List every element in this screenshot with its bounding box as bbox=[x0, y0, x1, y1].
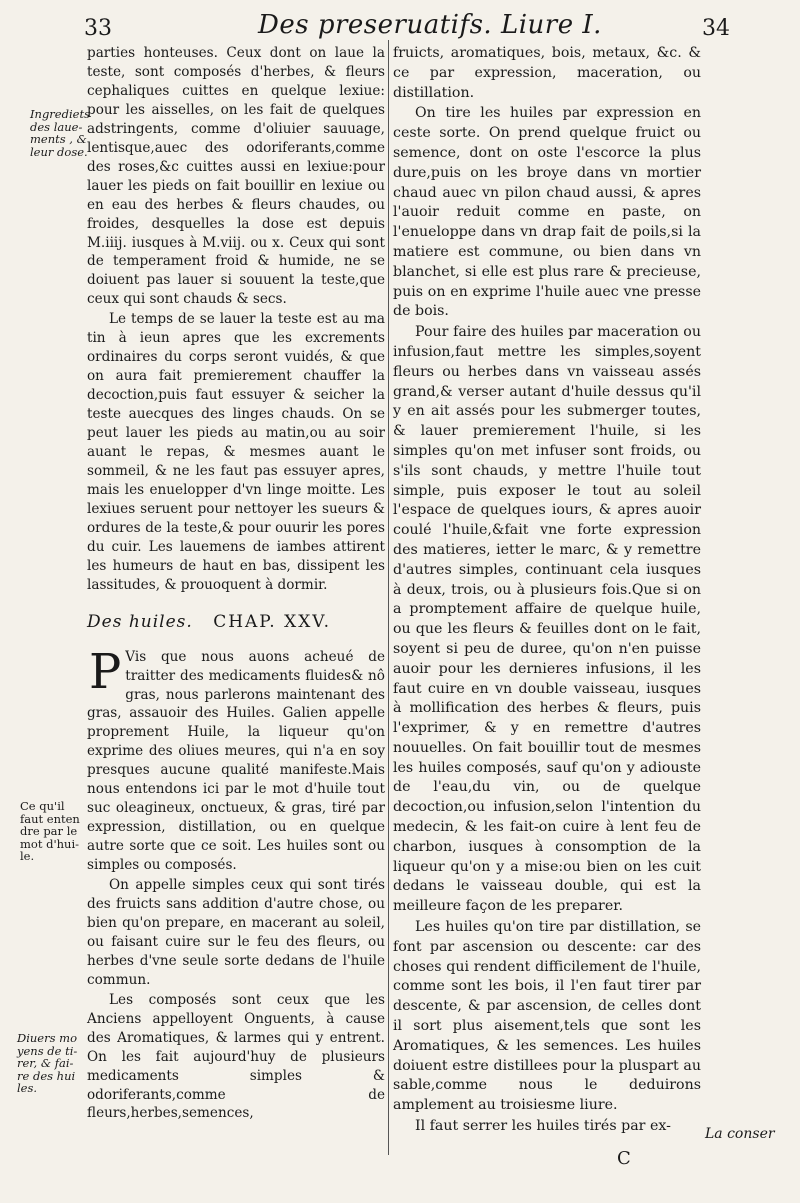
chapter-title: Des huiles. bbox=[87, 611, 193, 632]
right-column bbox=[393, 44, 701, 1138]
paragraph: P Vis que nous auons acheué de traitter des medicaments fluides& nô gras, nous parlerons maintenant des gras, assauoir des Huiles. Galien appelle proprement Huile, la liqueur qu'on exprime des oliues meures, qui n'a en soy presques aucune qualité manifeste.Mais nous entendons ici par le mot d'huile tout suc oleagineux, onctueux, & gras, tiré par expression, distillation, ou en quelque autre sorte que ce soit. Les huiles sont ou simples ou composés. bbox=[87, 643, 385, 874]
margin-note-right: La conser bbox=[705, 1126, 775, 1142]
paragraph: Les composés sont ceux que les Anciens appelloyent Onguents, à cause des Aromatiques, & larmes qui y entrent. On les fait aujourd'huy de plusieurs medicaments simples & odoriferants,comme de fleurs,herbes,semences, bbox=[87, 991, 385, 1122]
paragraph: Le temps de se lauer la teste est au ma tin à ieun apres que les excrements ordinaires du corps seront vuidés, & que on aura fait premierement chauffer la decoction,puis faut essuyer & seicher la teste auecques des linges chauds. On se peut lauer les pieds au matin,ou au soir auant le repas, & mesmes auant le sommeil, & ne les faut pas essuyer apres, mais les enuelopper d'vn linge moitte. Les lexiues seruent pour nettoyer les sueurs & ordures de la teste,& pour ouurir les pores du cuir. Les lauemens de iambes attirent les humeurs de haut en bas, dissipent les lassitudes, & prouoquent à dormir. bbox=[87, 311, 385, 593]
margin-note-ingredients: Ingrediets des laue- ments , & leur dose. bbox=[30, 107, 90, 159]
running-title: Des preseruatifs. Liure I. bbox=[258, 10, 602, 40]
margin-note-oil-definition: Ce qu'il faut enten dre par le mot d'hui- le. bbox=[20, 799, 80, 863]
catchword: C bbox=[617, 1148, 631, 1169]
paragraph: On appelle simples ceux qui sont tirés des fruicts sans addition d'autre chose, ou bien qu'on prepare, en macerant au soleil, ou faisant cuire sur le feu des fleurs, ou herbes d'vne seule sorte dedans de l'huile commun. bbox=[87, 877, 385, 988]
column-divider bbox=[388, 40, 389, 1155]
paragraph: Pour faire des huiles par maceration ou infusion,faut mettre les simples,soyent fleurs ou herbes dans vn vaisseau assés grand,& verser autant d'huile dessus qu'il y en ait assés pour les submerger toutes, & lauer premierement l'huile, si les simples qu'on met infuser sont froids, ou s'ils sont chauds, y mettre l'huile tout simple, puis exposer le tout au soleil l'espace de quelques iours, & apres auoir coulé l'huile,&fait vne forte expression des matieres, ietter le marc, & y remettre d'autres simples, continuant cela iusques à deux, trois, ou à plusieurs fois.Que si on a promptement affaire de quelque huile, ou que les fleurs & feuilles dont on le fait, soyent si peu de duree, qu'on n'en puisse auoir pour les dernieres infusions, il les faut cuire en vn double vaisseau, iusques à mollification des herbes & fleurs, puis l'exprimer, & y en remettre d'autres nouuelles. On fait bouillir tout de mesmes les huiles composés, sauf qu'on y adiouste de l'eau,du vin, ou de quelque decoction,ou infusion,selon l'intention du medecin, & les fait-on cuire à lent feu de charbon, iusques à consomption de la liqueur qu'on y a mise:ou bien on les cuit dedans le vaisseau double, qui est la meilleure façon de les preparer. bbox=[393, 324, 701, 915]
margin-note-methods: Diuers mo yens de ti- rer, & fai- re des hui les. bbox=[17, 1031, 78, 1095]
paragraph: Il faut serrer les huiles tirés par ex- bbox=[415, 1118, 671, 1135]
chapter-heading bbox=[87, 613, 385, 632]
paragraph: fruicts, aromatiques, bois, metaux, &c. & ce par expression, maceration, ou distillation. bbox=[393, 45, 701, 101]
page-number-right: 34 bbox=[702, 16, 730, 41]
paragraph: Les huiles qu'on tire par distillation, se font par ascension ou descente: car des choses qui rendent difficilement de l'huile, comme sont les bois, il l'en faut tirer par descente, & par ascension, de celles dont il sort plus aisement,tels que sont les Aromatiques, & les semences. Les huiles doiuent estre distillees pour la pluspart au sable,comme nous le deduirons amplement au troisiesme liure. bbox=[393, 919, 701, 1114]
chapter-number: CHAP. XXV. bbox=[213, 611, 332, 632]
left-column bbox=[87, 44, 385, 1124]
running-head bbox=[0, 4, 800, 40]
paragraph: On tire les huiles par expression en ceste sorte. On prend quelque fruict ou semence, dont on oste l'escorce la plus dure,puis on les broye dans vn mortier chaud auec vn pilon chaud aussi, & apres l'auoir reduit comme en paste, on l'enueloppe dans vn drap fait de poils,si la matiere est commune, ou bien dans vn blanchet, si elle est plus rare & precieuse, puis on en exprime l'huile auec vne presse de bois. bbox=[393, 105, 701, 320]
page-number-left: 33 bbox=[84, 16, 112, 41]
paragraph: parties honteuses. Ceux dont on laue la teste, sont composés d'herbes, & fleurs cephaliques cuittes en quelque lexiue: pour les aisselles, on les fait de quelques adstringents, comme d'oliuier sauuage, lentisque,auec des odoriferants,comme des roses,&c cuittes aussi en lexiue:pour lauer les pieds on fait bouillir en lexiue ou en eau des herbes & fleurs chaudes, ou froides, desquelles la dose est depuis M.iiij. iusques à M.viij. ou x. Ceux qui sont de temperament froid & humide, ne se doiuent pas lauer si souuent la teste,que ceux qui sont chauds & secs. bbox=[87, 45, 385, 308]
drop-cap: P bbox=[89, 643, 122, 700]
